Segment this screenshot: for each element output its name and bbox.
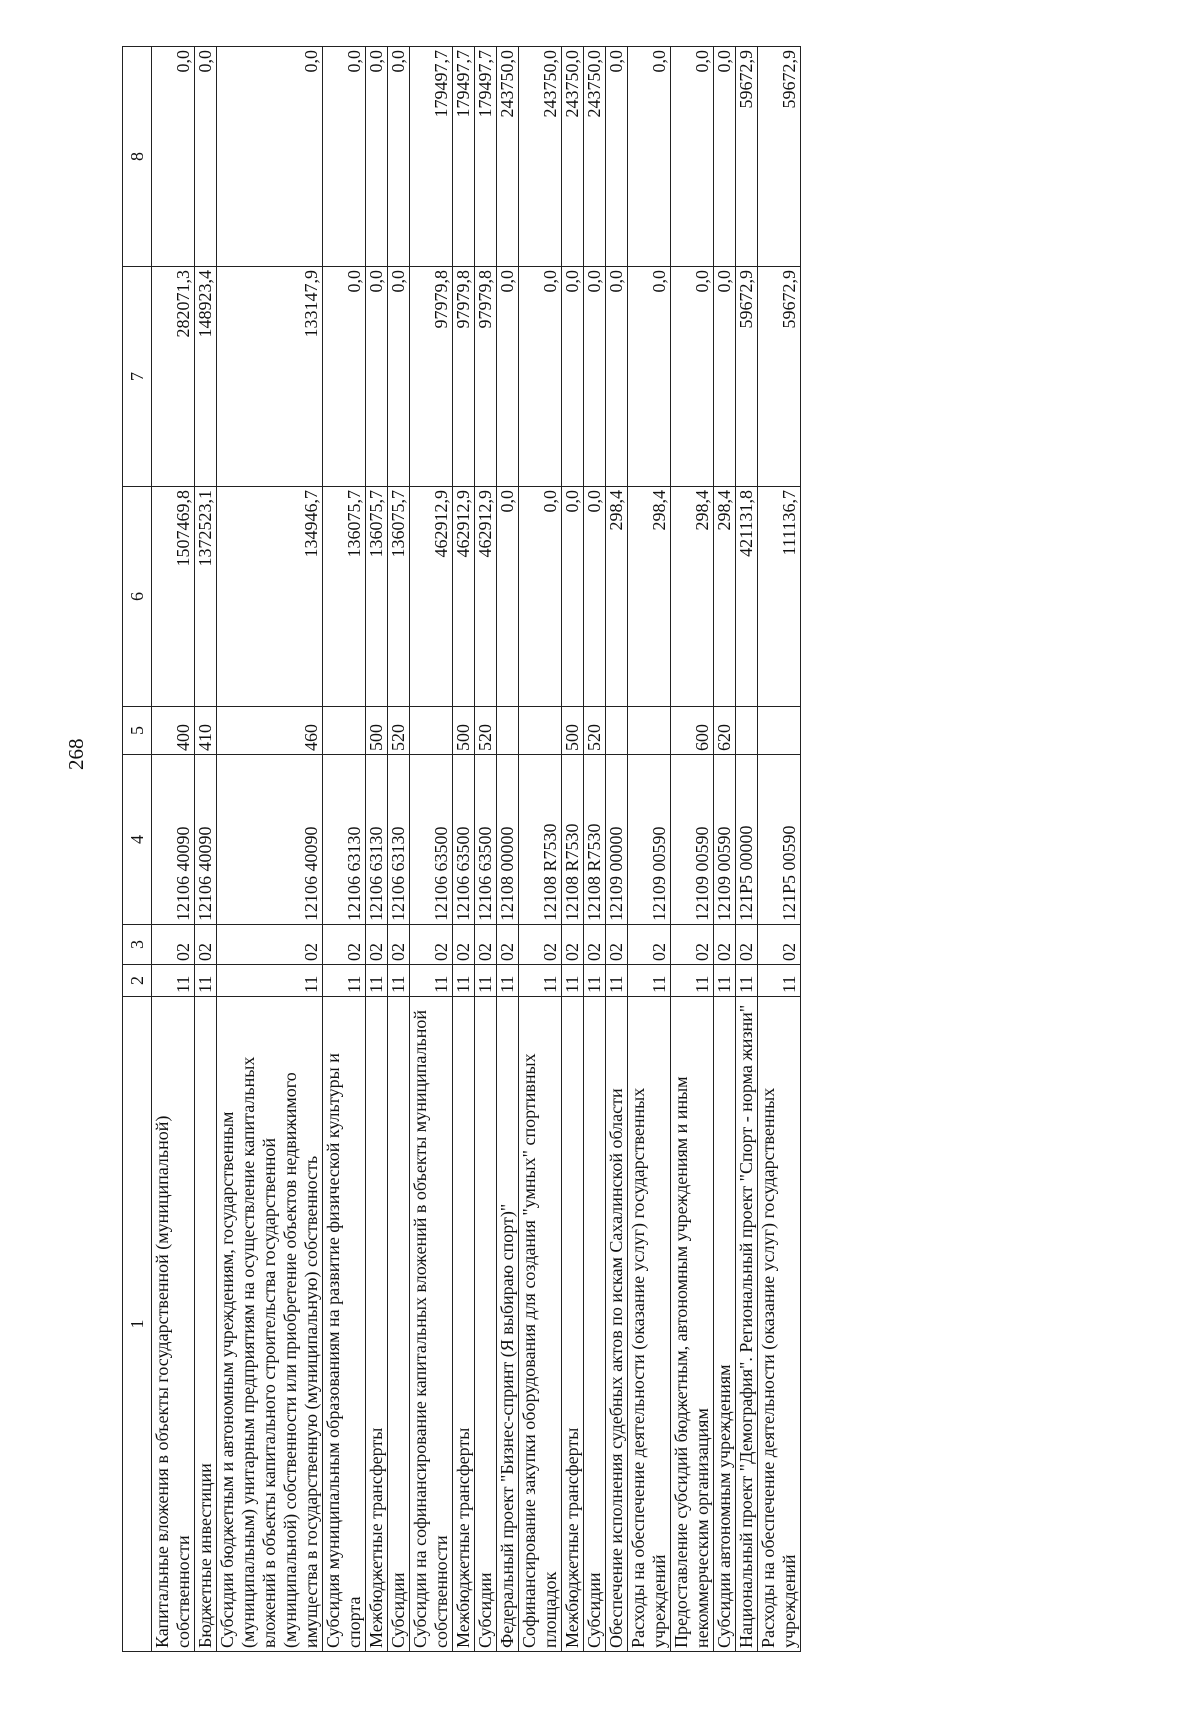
row-amount-col8: 243750,0 [584, 47, 606, 267]
row-target-article: 12109 00590 [714, 755, 736, 925]
row-amount-col6: 1507469,8 [152, 487, 195, 707]
row-target-article: 12109 00590 [671, 755, 714, 925]
table-body [152, 47, 801, 1652]
row-amount-col6: 462912,9 [475, 487, 497, 707]
row-name: Межбюджетные трансферты [453, 997, 475, 1652]
row-expense-type [736, 707, 758, 755]
row-amount-col7: 59672,9 [758, 267, 801, 487]
table-row [758, 47, 801, 1652]
row-section: 11 [497, 965, 519, 997]
row-subsection: 02 [519, 925, 562, 965]
row-expense-type: 400 [152, 707, 195, 755]
table-row [519, 47, 562, 1652]
header-col-6: 6 [123, 487, 152, 707]
row-amount-col8: 179497,7 [410, 47, 453, 267]
row-amount-col6: 111136,7 [758, 487, 801, 707]
row-amount-col8: 243750,0 [519, 47, 562, 267]
row-expense-type: 410 [195, 707, 217, 755]
row-subsection: 02 [152, 925, 195, 965]
row-amount-col8: 59672,9 [736, 47, 758, 267]
row-target-article: 12108 R7530 [519, 755, 562, 925]
row-subsection: 02 [714, 925, 736, 965]
table-row [195, 47, 217, 1652]
table-row [671, 47, 714, 1652]
row-amount-col8: 0,0 [606, 47, 628, 267]
row-amount-col7: 133147,9 [217, 267, 323, 487]
row-name: Межбюджетные трансферты [562, 997, 584, 1652]
row-section: 11 [628, 965, 671, 997]
row-expense-type [410, 707, 453, 755]
row-section: 11 [323, 965, 366, 997]
row-expense-type [628, 707, 671, 755]
row-target-article: 12106 63500 [453, 755, 475, 925]
row-expense-type [606, 707, 628, 755]
row-expense-type: 620 [714, 707, 736, 755]
row-target-article: 12108 R7530 [584, 755, 606, 925]
row-name: Национальный проект "Демография". Региональный проект "Спорт - норма жизни" [736, 997, 758, 1652]
row-amount-col6: 134946,7 [217, 487, 323, 707]
row-amount-col8: 179497,7 [453, 47, 475, 267]
row-target-article: 12106 63500 [475, 755, 497, 925]
row-section: 11 [366, 965, 388, 997]
header-col-4: 4 [123, 755, 152, 925]
row-amount-col7: 97979,8 [475, 267, 497, 487]
row-subsection: 02 [410, 925, 453, 965]
row-section: 11 [410, 965, 453, 997]
row-amount-col6: 298,4 [628, 487, 671, 707]
row-amount-col7: 0,0 [606, 267, 628, 487]
header-col-7: 7 [123, 267, 152, 487]
row-name: Субсидии автономным учреждениям [714, 997, 736, 1652]
row-section: 11 [584, 965, 606, 997]
row-amount-col8: 0,0 [217, 47, 323, 267]
row-expense-type: 500 [366, 707, 388, 755]
row-amount-col6: 298,4 [606, 487, 628, 707]
row-amount-col6: 136075,7 [323, 487, 366, 707]
rotated-page-content [122, 47, 1132, 1652]
row-name: Межбюджетные трансферты [366, 997, 388, 1652]
row-expense-type: 500 [453, 707, 475, 755]
row-expense-type: 460 [217, 707, 323, 755]
row-target-article: 12106 63130 [323, 755, 366, 925]
row-expense-type [519, 707, 562, 755]
table-row [475, 47, 497, 1652]
row-name: Субсидия муниципальным образованиям на развитие физической культуры и спорта [323, 997, 366, 1652]
row-expense-type: 600 [671, 707, 714, 755]
row-amount-col6: 298,4 [714, 487, 736, 707]
row-amount-col8: 243750,0 [562, 47, 584, 267]
row-target-article: 12109 00590 [628, 755, 671, 925]
row-subsection: 02 [671, 925, 714, 965]
row-name: Расходы на обеспечение деятельности (оказание услуг) государственных учреждений [628, 997, 671, 1652]
table-row [217, 47, 323, 1652]
row-expense-type [323, 707, 366, 755]
row-amount-col8: 0,0 [628, 47, 671, 267]
row-target-article: 12109 00000 [606, 755, 628, 925]
row-expense-type: 520 [584, 707, 606, 755]
row-amount-col7: 0,0 [671, 267, 714, 487]
row-target-article: 121P5 00000 [736, 755, 758, 925]
row-amount-col7: 0,0 [388, 267, 410, 487]
row-name: Субсидии бюджетным и автономным учреждениям, государственным (муниципальным) унитарным предприятиям на осуществление капитальных вложений в объекты капитального строительства государственной (муниципальной) собственности или приобретение объектов недвижимого имущества в государственную (муниципальную) собственность [217, 997, 323, 1652]
row-subsection: 02 [475, 925, 497, 965]
table-row [606, 47, 628, 1652]
row-amount-col7: 97979,8 [453, 267, 475, 487]
row-section: 11 [562, 965, 584, 997]
row-section: 11 [152, 965, 195, 997]
header-col-1: 1 [123, 997, 152, 1652]
row-name: Обеспечение исполнения судебных актов по искам Сахалинской области [606, 997, 628, 1652]
header-col-2: 2 [123, 965, 152, 997]
row-target-article: 12106 40090 [195, 755, 217, 925]
table-row [453, 47, 475, 1652]
header-col-3: 3 [123, 925, 152, 965]
row-amount-col6: 136075,7 [366, 487, 388, 707]
row-amount-col8: 0,0 [366, 47, 388, 267]
table-row [410, 47, 453, 1652]
row-amount-col8: 0,0 [152, 47, 195, 267]
row-name: Субсидии на софинансирование капитальных вложений в объекты муниципальной собственности [410, 997, 453, 1652]
row-section: 11 [736, 965, 758, 997]
row-expense-type: 520 [388, 707, 410, 755]
table-row [497, 47, 519, 1652]
row-subsection: 02 [453, 925, 475, 965]
table-row [388, 47, 410, 1652]
row-subsection: 02 [562, 925, 584, 965]
row-target-article: 12106 63130 [366, 755, 388, 925]
row-expense-type [758, 707, 801, 755]
row-name: Федеральный проект "Бизнес-спринт (Я выбираю спорт)" [497, 997, 519, 1652]
row-name: Субсидии [388, 997, 410, 1652]
row-amount-col7: 282071,3 [152, 267, 195, 487]
row-section: 11 [388, 965, 410, 997]
row-amount-col6: 462912,9 [410, 487, 453, 707]
header-col-8: 8 [123, 47, 152, 267]
row-name: Бюджетные инвестиции [195, 997, 217, 1652]
row-target-article: 12106 40090 [152, 755, 195, 925]
row-amount-col8: 59672,9 [758, 47, 801, 267]
row-name: Расходы на обеспечение деятельности (оказание услуг) государственных учреждений [758, 997, 801, 1652]
row-name: Капитальные вложения в объекты государственной (муниципальной) собственности [152, 997, 195, 1652]
row-section: 11 [453, 965, 475, 997]
row-target-article: 121P5 00590 [758, 755, 801, 925]
row-amount-col6: 421131,8 [736, 487, 758, 707]
table-row [562, 47, 584, 1652]
table-row [628, 47, 671, 1652]
row-amount-col6: 136075,7 [388, 487, 410, 707]
row-subsection: 02 [217, 925, 323, 965]
row-subsection: 02 [497, 925, 519, 965]
row-amount-col8: 0,0 [714, 47, 736, 267]
row-amount-col6: 1372523,1 [195, 487, 217, 707]
row-subsection: 02 [388, 925, 410, 965]
budget-table [122, 46, 801, 1652]
row-amount-col7: 0,0 [714, 267, 736, 487]
row-amount-col6: 0,0 [519, 487, 562, 707]
row-target-article: 12108 R7530 [562, 755, 584, 925]
row-amount-col6: 0,0 [562, 487, 584, 707]
row-section: 11 [758, 965, 801, 997]
row-amount-col7: 0,0 [323, 267, 366, 487]
table-row [714, 47, 736, 1652]
row-amount-col8: 0,0 [388, 47, 410, 267]
row-amount-col7: 0,0 [628, 267, 671, 487]
row-amount-col7: 148923,4 [195, 267, 217, 487]
row-target-article: 12106 63500 [410, 755, 453, 925]
row-amount-col8: 0,0 [323, 47, 366, 267]
row-name: Субсидии [475, 997, 497, 1652]
row-amount-col6: 0,0 [497, 487, 519, 707]
row-name: Субсидии [584, 997, 606, 1652]
row-subsection: 02 [366, 925, 388, 965]
row-section: 11 [475, 965, 497, 997]
row-target-article: 12106 40090 [217, 755, 323, 925]
table-row [584, 47, 606, 1652]
row-name: Предоставление субсидий бюджетным, автономным учреждениям и иным некоммерческим организациям [671, 997, 714, 1652]
row-amount-col7: 0,0 [584, 267, 606, 487]
row-target-article: 12108 00000 [497, 755, 519, 925]
row-amount-col8: 243750,0 [497, 47, 519, 267]
table-row [736, 47, 758, 1652]
header-row [123, 47, 152, 1652]
row-expense-type: 520 [475, 707, 497, 755]
row-amount-col7: 0,0 [562, 267, 584, 487]
row-target-article: 12106 63130 [388, 755, 410, 925]
row-amount-col6: 298,4 [671, 487, 714, 707]
row-subsection: 02 [758, 925, 801, 965]
table-row [152, 47, 195, 1652]
row-subsection: 02 [323, 925, 366, 965]
row-subsection: 02 [584, 925, 606, 965]
row-subsection: 02 [195, 925, 217, 965]
row-expense-type [497, 707, 519, 755]
row-subsection: 02 [736, 925, 758, 965]
row-amount-col8: 0,0 [195, 47, 217, 267]
row-section: 11 [519, 965, 562, 997]
row-section: 11 [217, 965, 323, 997]
row-section: 11 [606, 965, 628, 997]
row-section: 11 [671, 965, 714, 997]
row-amount-col7: 0,0 [366, 267, 388, 487]
row-amount-col8: 179497,7 [475, 47, 497, 267]
table-row [323, 47, 366, 1652]
row-amount-col7: 97979,8 [410, 267, 453, 487]
header-col-5: 5 [123, 707, 152, 755]
row-amount-col7: 0,0 [519, 267, 562, 487]
page-number: 268 [64, 738, 88, 770]
row-amount-col8: 0,0 [671, 47, 714, 267]
row-amount-col6: 462912,9 [453, 487, 475, 707]
row-subsection: 02 [628, 925, 671, 965]
row-amount-col7: 0,0 [497, 267, 519, 487]
row-expense-type: 500 [562, 707, 584, 755]
row-section: 11 [714, 965, 736, 997]
row-subsection: 02 [606, 925, 628, 965]
row-name: Софинансирование закупки оборудования для создания "умных" спортивных площадок [519, 997, 562, 1652]
table-row [366, 47, 388, 1652]
row-section: 11 [195, 965, 217, 997]
row-amount-col7: 59672,9 [736, 267, 758, 487]
row-amount-col6: 0,0 [584, 487, 606, 707]
